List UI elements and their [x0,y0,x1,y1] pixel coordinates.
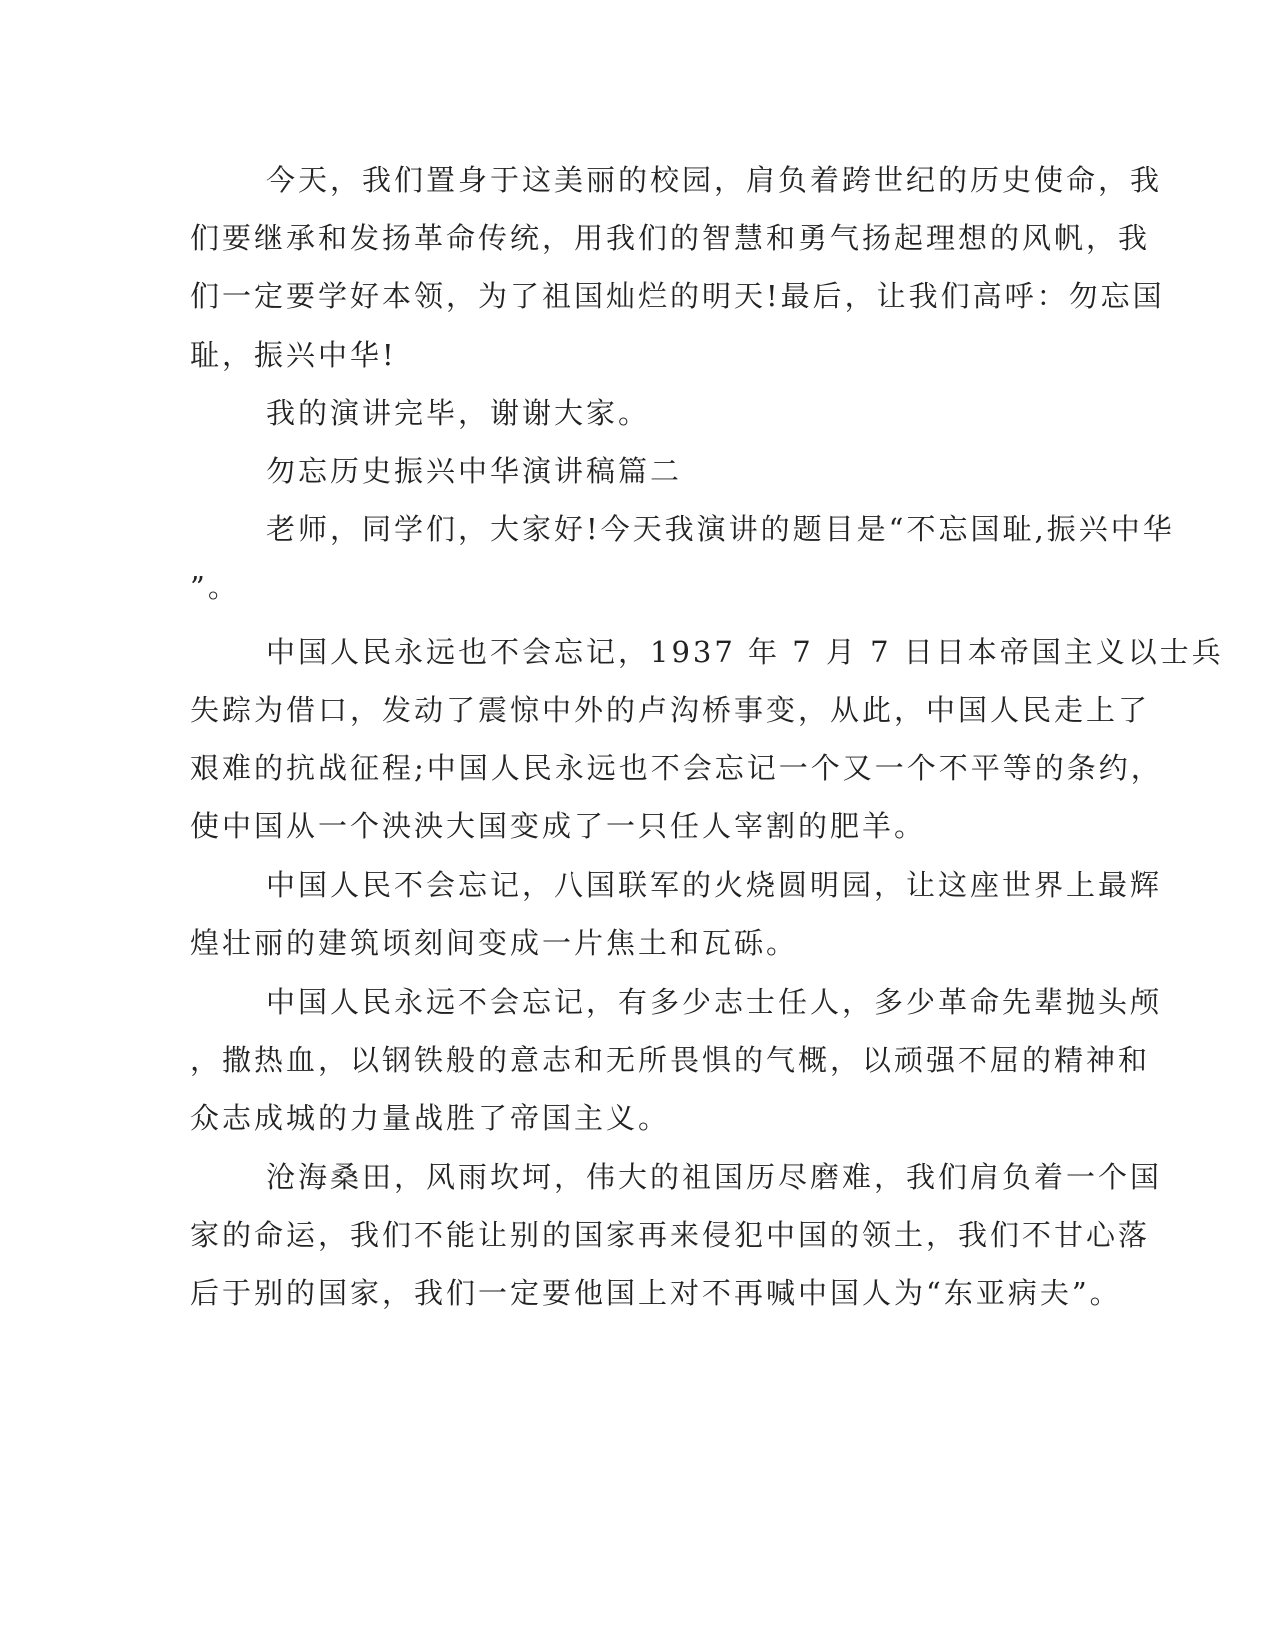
text-line: 们一定要学好本领，为了祖国灿烂的明天!最后，让我们高呼：勿忘国 [190,279,1165,313]
text-line: 失踪为借口，发动了震惊中外的卢沟桥事变，从此，中国人民走上了 [190,693,1151,727]
text-line: ，撒热血，以钢铁般的意志和无所畏惧的气概，以顽强不屈的精神和 [190,1043,1151,1077]
text-line: 我的演讲完毕，谢谢大家。 [266,396,651,430]
text-line: 中国人民永远也不会忘记，1937 年 7 月 7 日日本帝国主义以士兵 [266,635,1224,669]
text-line: 家的命运，我们不能让别的国家再来侵犯中国的领土，我们不甘心落 [190,1218,1151,1252]
text-line: 老师，同学们，大家好!今天我演讲的题目是“不忘国耻,振兴中华 [266,512,1175,546]
text-line: 今天，我们置身于这美丽的校园，肩负着跨世纪的历史使命，我 [266,163,1163,197]
text-line: 沧海桑田，风雨坎坷，伟大的祖国历尽磨难，我们肩负着一个国 [266,1160,1163,1194]
text-line: 众志成城的力量战胜了帝国主义。 [190,1101,671,1135]
text-line: 煌壮丽的建筑顷刻间变成一片焦土和瓦砾。 [190,926,799,960]
text-line: 们要继承和发扬革命传统，用我们的智慧和勇气扬起理想的风帆，我 [190,221,1151,255]
text-line: 后于别的国家，我们一定要他国上对不再喊中国人为“东亚病夫”。 [190,1276,1122,1310]
section-heading: 勿忘历史振兴中华演讲稿篇二 [266,454,683,488]
text-line: 艰难的抗战征程;中国人民永远也不会忘记一个又一个不平等的条约， [190,751,1163,785]
text-line: 耻，振兴中华! [190,338,397,372]
text-line: 中国人民不会忘记，八国联军的火烧圆明园，让这座世界上最辉 [266,868,1163,902]
text-line: 使中国从一个泱泱大国变成了一只任人宰割的肥羊。 [190,809,927,843]
text-line: ”。 [190,570,240,604]
text-line: 中国人民永远不会忘记，有多少志士任人，多少革命先辈抛头颅 [266,985,1163,1019]
